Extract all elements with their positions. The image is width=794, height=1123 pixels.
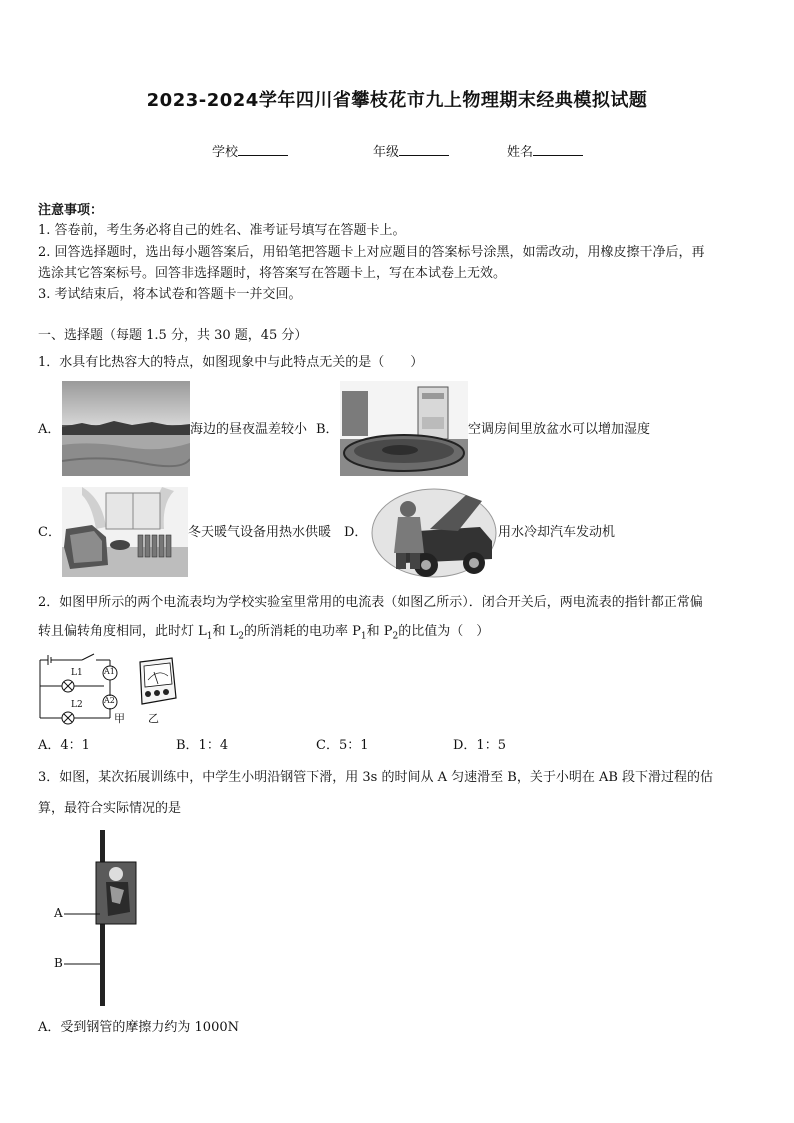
q1-optD-text: 用水冷却汽车发动机 <box>498 525 616 540</box>
notice-item-1: 1. 答卷前，考生务必将自己的姓名、准考证号填写在答题卡上。 <box>38 223 406 238</box>
q1-optA-label: A． <box>38 422 61 437</box>
q2-text-a: 转且偏转角度相同，此时灯 L <box>38 624 207 639</box>
section-heading: 一、选择题（每题 1.5 分，共 30 题，45 分） <box>38 328 308 343</box>
q2-sub-a: 1 <box>206 631 213 642</box>
name-label: 姓名 <box>507 145 534 160</box>
school-field <box>212 141 288 160</box>
school-blank[interactable] <box>238 143 288 156</box>
notice-item-2-cont: 选涂其它答案标号。回答非选择题时，将答案写在答题卡上，写在本试卷上无效。 <box>38 266 507 281</box>
circuit-diagram <box>36 652 132 726</box>
q1-stem: 1．水具有比热容大的特点，如图现象中与此特点无关的是（ ） <box>38 355 424 370</box>
notice-heading: 注意事项： <box>38 203 104 218</box>
point-A-label: A <box>54 906 63 920</box>
figure-yi-label: 乙 <box>148 712 159 725</box>
q2-line2 <box>38 621 489 648</box>
q3-line2: 算，最符合实际情况的是 <box>38 801 182 816</box>
name-field <box>507 141 583 160</box>
grade-blank[interactable] <box>399 143 449 156</box>
ammeter-A2-label: A2 <box>104 696 115 705</box>
q2-text-c: 的所消耗的电功率 P <box>244 624 361 639</box>
q2-sub-d: 2 <box>392 631 399 642</box>
point-B-label: B <box>54 956 63 970</box>
q3-optA: A．受到钢管的摩擦力约为 1000N <box>38 1020 239 1035</box>
notice-item-3: 3. 考试结束后，将本试卷和答题卡一并交回。 <box>38 287 302 302</box>
q2-text-d: 和 P <box>366 624 393 639</box>
q1-optD-label: D． <box>344 525 368 540</box>
grade-label: 年级 <box>373 145 400 160</box>
q2-sub-b: 2 <box>238 631 244 642</box>
q1-optC-text: 冬天暖气设备用热水供暖 <box>188 525 332 540</box>
q1-optB-label: B． <box>316 422 339 437</box>
q1-optC-label: C． <box>38 525 61 540</box>
pole-slide-figure <box>50 830 150 1008</box>
page-title: 2023-2024学年四川省攀枝花市九上物理期末经典模拟试题 <box>146 90 648 111</box>
lamp-L1-label: L1 <box>71 668 83 678</box>
figure-jia-label: 甲 <box>114 712 125 725</box>
q2-sub-c: 1 <box>360 631 367 642</box>
ammeter-figure <box>136 654 178 728</box>
q3-line1: 3．如图，某次拓展训练中，中学生小明沿钢管下滑，用 3s 的时间从 A 匀速滑至 B，关于小明在 AB 段下滑过程的估 <box>38 770 714 785</box>
grade-field <box>373 141 449 160</box>
q2-optA: A．4：1 <box>38 738 90 753</box>
lamp-L2-label: L2 <box>71 700 83 710</box>
air-conditioner-room-image <box>340 381 468 476</box>
q2-optC: C．5：1 <box>316 738 369 753</box>
ammeter-A1-label: A1 <box>104 667 115 676</box>
q1-optA-text: 海边的昼夜温差较小 <box>190 422 308 437</box>
q2-text-b: 和 L <box>212 624 239 639</box>
notice-item-2: 2. 回答选择题时，选出每小题答案后，用铅笔把答题卡上对应题目的答案标号涂黑，如需改动，用橡皮擦干净后，再 <box>38 245 705 260</box>
radiator-room-image <box>62 487 188 577</box>
seaside-image <box>62 381 190 476</box>
q2-optD: D．1：5 <box>453 738 506 753</box>
q2-optB: B．1：4 <box>176 738 229 753</box>
name-blank[interactable] <box>533 143 583 156</box>
q1-optB-text: 空调房间里放盆水可以增加湿度 <box>468 422 651 437</box>
school-label: 学校 <box>212 145 239 160</box>
q2-text-e: 的比值为（ ） <box>398 624 490 639</box>
q2-line1: 2．如图甲所示的两个电流表均为学校实验室里常用的电流表（如图乙所示）．闭合开关后，两电流表的指针都正常偏 <box>38 595 703 610</box>
car-engine-image <box>370 487 498 579</box>
